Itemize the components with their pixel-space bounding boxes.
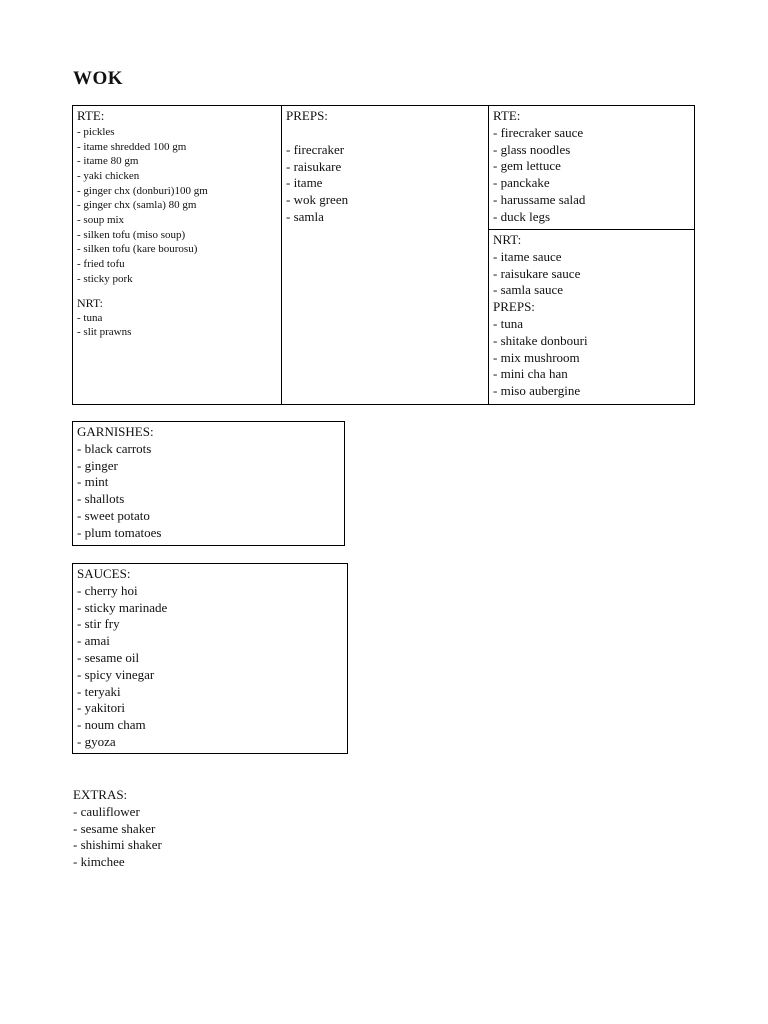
preps-list xyxy=(286,142,484,226)
list-item: - silken tofu (kare bourosu) xyxy=(77,243,198,256)
list-item: - slit prawns xyxy=(77,326,132,339)
list-item: - silken tofu (miso soup) xyxy=(77,228,186,241)
preps-heading: PREPS: xyxy=(286,108,328,123)
nrt-heading-2: NRT: xyxy=(493,232,522,247)
preps-list-2 xyxy=(493,316,691,400)
list-item: - cauliflower xyxy=(73,803,140,819)
list-item: - pickles xyxy=(77,125,115,138)
sauces-box xyxy=(72,563,348,754)
rte-heading-2: RTE: xyxy=(493,108,521,123)
sauces-list xyxy=(77,583,341,751)
extras-list xyxy=(73,804,162,871)
list-item: - soup mix xyxy=(77,214,125,227)
list-item: - wok green xyxy=(286,192,349,208)
list-item: - panckake xyxy=(493,175,550,191)
col-preps xyxy=(282,106,488,228)
list-item: - shishimi shaker xyxy=(73,837,162,853)
rte-large-list xyxy=(77,125,277,169)
list-item: - stir fry xyxy=(77,616,120,632)
list-item: - samla xyxy=(286,208,324,224)
list-item: - ginger chx (samla) 80 gm xyxy=(77,199,197,212)
extras-section xyxy=(73,787,162,871)
list-item: - fried tofu xyxy=(77,258,125,271)
list-item: - cherry hoi xyxy=(77,582,138,598)
list-item: - spicy vinegar xyxy=(77,666,155,682)
list-item: - sesame shaker xyxy=(73,820,156,836)
list-item: - itame xyxy=(286,175,323,191)
list-item: - harussame salad xyxy=(493,191,586,207)
list-item: - yaki chicken xyxy=(77,169,140,182)
list-item: - shallots xyxy=(77,491,125,507)
list-item: - mix mushroom xyxy=(493,349,580,365)
list-item: - sesame oil xyxy=(77,649,140,665)
col-rte-sauces xyxy=(489,106,695,228)
list-item: - itame shredded 100 gm xyxy=(77,140,187,153)
list-item: - glass noodles xyxy=(493,141,571,157)
list-item: - samla sauce xyxy=(493,282,564,298)
rte-heading: RTE: xyxy=(77,108,105,123)
list-item: - kimchee xyxy=(73,854,125,870)
list-item: - ginger xyxy=(77,457,118,473)
extras-heading: EXTRAS: xyxy=(73,787,128,802)
list-item: - ginger chx (donburi)100 gm xyxy=(77,184,208,197)
list-item: - tuna xyxy=(493,315,523,331)
garnishes-list xyxy=(77,441,339,542)
list-item: - tuna xyxy=(77,311,103,324)
col-nrt-preps xyxy=(489,230,695,402)
page-title: WOK xyxy=(73,68,124,89)
list-item: - duck legs xyxy=(493,208,551,224)
list-item: - sticky marinade xyxy=(77,599,168,615)
nrt-list xyxy=(77,311,277,340)
list-item: - mint xyxy=(77,474,109,490)
list-item: - firecraker xyxy=(286,141,345,157)
list-item: - plum tomatoes xyxy=(77,524,162,540)
list-item: - miso aubergine xyxy=(493,383,581,399)
list-item: - sticky pork xyxy=(77,272,133,285)
list-item: - raisukare xyxy=(286,158,342,174)
list-item: - yakitori xyxy=(77,700,126,716)
list-item: - gyoza xyxy=(77,733,116,749)
list-item: - itame sauce xyxy=(493,248,562,264)
list-item: - raisukare sauce xyxy=(493,265,581,281)
list-item: - amai xyxy=(77,633,110,649)
list-item: - shitake donbouri xyxy=(493,332,588,348)
rte-list-2 xyxy=(493,125,691,226)
list-item: - firecraker sauce xyxy=(493,124,584,140)
garnishes-heading: GARNISHES: xyxy=(77,424,154,439)
preps-heading-2: PREPS: xyxy=(493,299,535,315)
garnishes-box xyxy=(72,421,345,546)
nrt-list-2 xyxy=(493,249,691,299)
list-item: - teryaki xyxy=(77,683,121,699)
list-item: - noum cham xyxy=(77,717,146,733)
sauces-heading: SAUCES: xyxy=(77,566,131,581)
rte-small-list xyxy=(77,169,277,287)
list-item: - mini cha han xyxy=(493,366,568,382)
list-item: - gem lettuce xyxy=(493,158,561,174)
main-table xyxy=(72,105,695,405)
nrt-heading: NRT: xyxy=(77,295,104,310)
col-rte-nrt xyxy=(73,106,281,342)
list-item: - itame 80 gm xyxy=(77,155,139,168)
list-item: - black carrots xyxy=(77,440,152,456)
list-item: - sweet potato xyxy=(77,507,150,523)
